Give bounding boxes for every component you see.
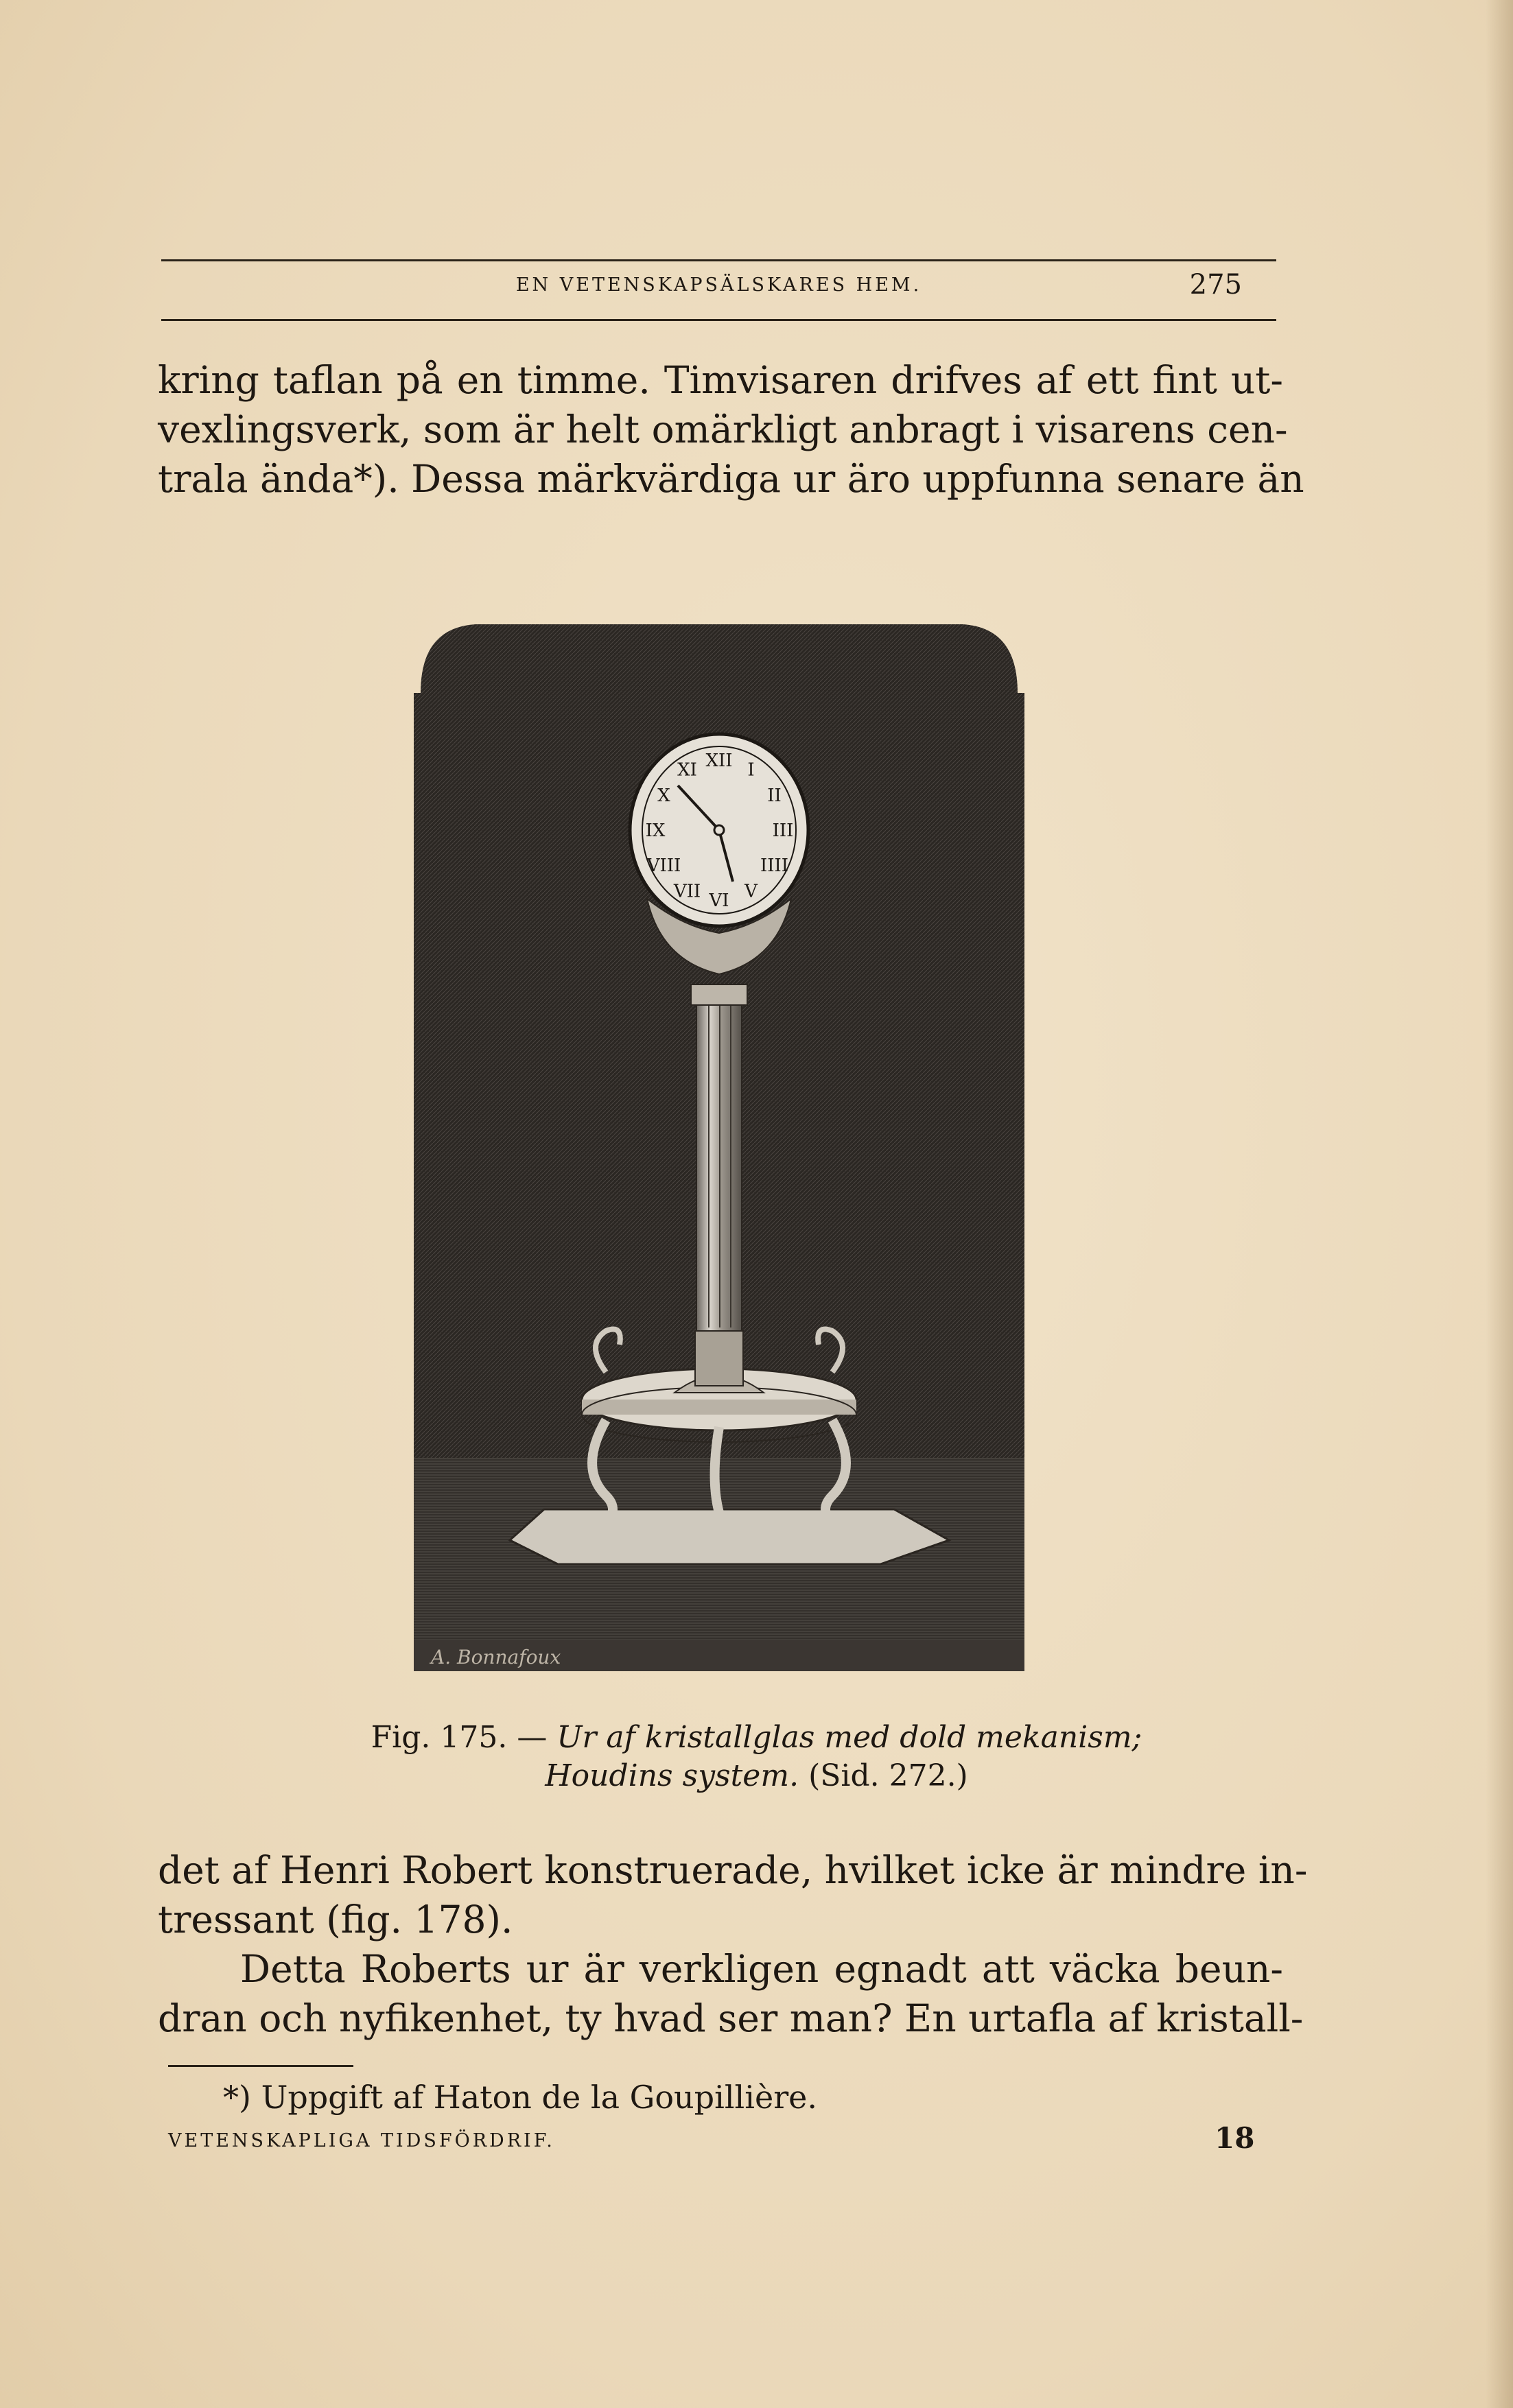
caption-title: Ur af kristallglas med dold mekanism; xyxy=(556,1720,1142,1755)
figure-illustration xyxy=(400,604,1038,1677)
clock-numeral: IIII xyxy=(760,855,789,876)
clock-numeral: VIII xyxy=(646,855,681,876)
clock-numeral: XI xyxy=(677,759,697,781)
clock-numeral: V xyxy=(744,881,758,902)
signature-line: VETENSKAPLIGA TIDSFÖRDRIF. xyxy=(168,2130,555,2151)
text-line: Detta Roberts ur är verkligen egnadt att väcka beun- xyxy=(240,1947,1283,1991)
clock-numeral: III xyxy=(772,821,794,841)
page-header xyxy=(161,269,1276,310)
engraver-signature: A. Bonnafoux xyxy=(431,1646,561,1668)
text-line: det af Henri Robert konstruerade, hvilket icke är mindre in- xyxy=(158,1848,1308,1892)
text-line: trala ända*). Dessa märkvärdiga ur äro uppfunna senare än xyxy=(158,457,1304,501)
clock-numeral: IX xyxy=(645,821,666,841)
base-plinth xyxy=(510,1509,949,1564)
text-line: kring taflan på en timme. Timvisaren drifves af ett fint ut- xyxy=(158,358,1283,402)
figure-caption xyxy=(0,1719,1513,1795)
caption-reference: (Sid. 272.) xyxy=(808,1758,968,1793)
hand-pivot xyxy=(714,825,724,835)
header-top-rule xyxy=(161,259,1276,261)
paragraph-2 xyxy=(158,1845,1308,1944)
text-line: tressant (fig. 178). xyxy=(158,1898,513,1941)
clock-numeral: VI xyxy=(709,890,729,911)
clock-numeral: XII xyxy=(705,751,733,771)
caption-label: Fig. 175. — xyxy=(371,1720,548,1755)
footnote-rule xyxy=(168,2065,353,2067)
page-number: 275 xyxy=(1189,269,1242,300)
header-bottom-rule xyxy=(161,319,1276,321)
caption-title-2: Houdins system. xyxy=(545,1758,799,1793)
column-capital xyxy=(691,984,747,1005)
clock-numeral: X xyxy=(657,786,670,806)
running-head: EN VETENSKAPSÄLSKARES HEM. xyxy=(515,274,922,296)
text-line: dran och nyfikenhet, ty hvad ser man? En urtafla af kristall- xyxy=(158,1996,1304,2040)
paragraph-1 xyxy=(158,355,1304,504)
table-edge xyxy=(582,1400,856,1415)
clock-numeral: VII xyxy=(673,881,701,902)
clock-numeral: II xyxy=(767,786,782,806)
clock-engraving xyxy=(400,604,1038,1677)
paragraph-3 xyxy=(158,1944,1304,2043)
sheet-number: 18 xyxy=(1215,2121,1255,2155)
column-foot xyxy=(695,1331,743,1386)
clock-numeral: I xyxy=(747,759,755,781)
footnote: *) Uppgift af Haton de la Goupillière. xyxy=(223,2079,818,2116)
text-line: vexlingsverk, som är helt omärkligt anbragt i visarens cen- xyxy=(158,408,1288,451)
page-edge-shadow xyxy=(1486,0,1513,2408)
